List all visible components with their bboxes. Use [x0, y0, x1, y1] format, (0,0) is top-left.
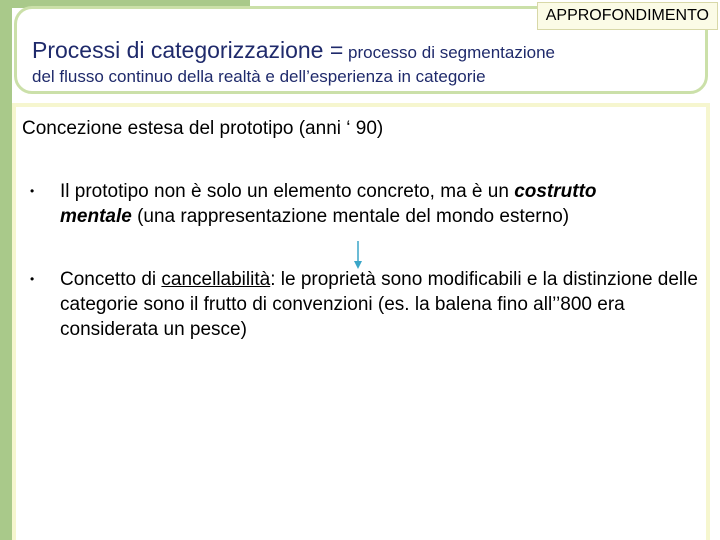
content-box — [12, 103, 710, 540]
left-accent-stripe — [0, 0, 12, 540]
slide-subtitle: del flusso continuo della realtà e dell’esperienza in categorie — [32, 67, 486, 86]
bullet1-emph-a: costrutto — [514, 181, 597, 202]
bullet2-underlined-term: cancellabilità — [161, 269, 271, 290]
bullet-marker: • — [30, 184, 35, 198]
bullet1-text-a: Il prototipo non è solo un elemento concreto, ma è un — [60, 181, 515, 202]
bullet1-text-b: (una rappresentazione mentale del mondo esterno) — [131, 206, 570, 227]
content-heading: Concezione estesa del prototipo (anni ‘ 90) — [22, 118, 384, 139]
bullet-text — [60, 267, 700, 342]
arrow-down-icon — [353, 241, 363, 269]
bullet-marker: • — [30, 272, 35, 286]
bullet-text — [60, 179, 700, 229]
bullet1-emph-b: mentale — [60, 206, 132, 227]
bullet2-text-b: : le proprietà sono modificabili e la distinzione delle categorie sono il frutto di convenzioni (es. la balena fino all’’800 era considerata un pesce) — [60, 269, 698, 340]
bullet2-text-a: Concetto di — [60, 269, 162, 290]
title-tail: processo di segmentazione — [343, 43, 555, 62]
section-badge: APPROFONDIMENTO — [537, 2, 718, 30]
title-main: Processi di categorizzazione = — [32, 37, 344, 63]
slide-title — [32, 36, 555, 67]
